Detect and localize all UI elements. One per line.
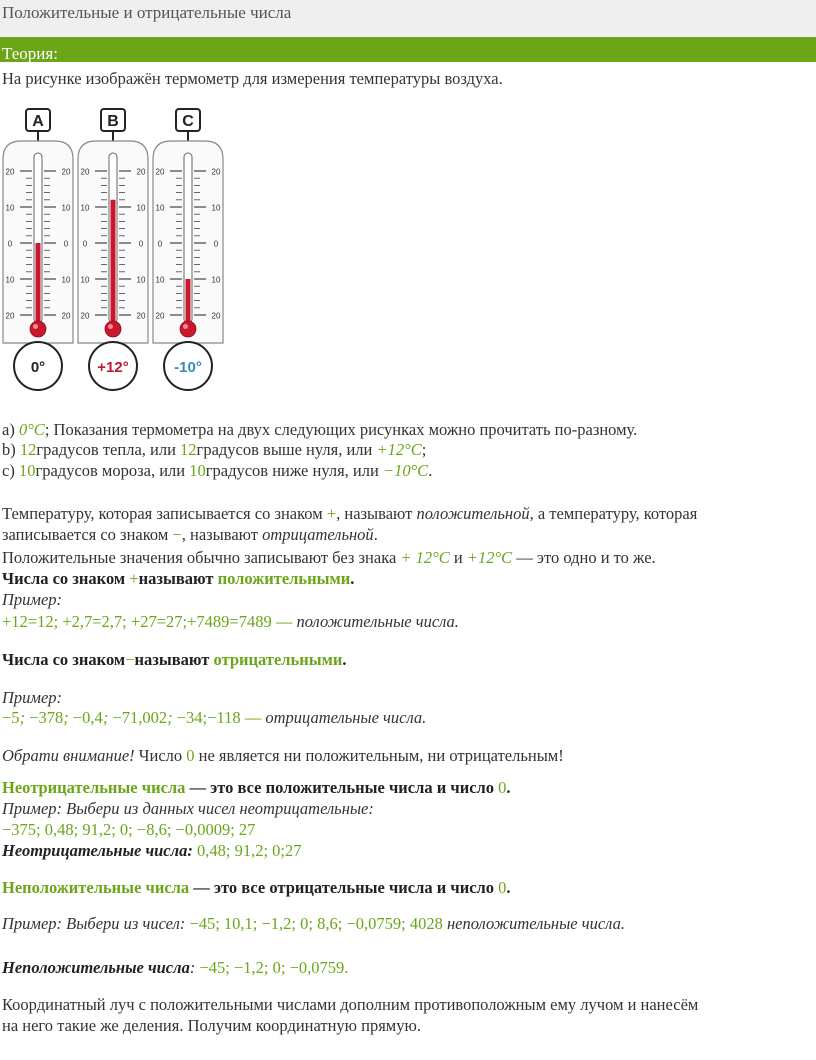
reading-value: -10°	[174, 359, 202, 376]
thermometer-letter: B	[107, 113, 119, 130]
scale-label-left: 10	[155, 203, 165, 213]
scale-label-left: 20	[80, 311, 90, 321]
reading-value: +12°	[97, 359, 129, 376]
mercury-column	[111, 200, 116, 329]
rule-nonnegative: Неотрицательные числа — это все положительные числа и число 0.	[2, 778, 511, 797]
reading-value: 0°	[30, 359, 46, 376]
scale-label-right: 0	[63, 239, 69, 249]
scale-label-right: 10	[136, 203, 146, 213]
scale-label-right: 10	[136, 275, 146, 285]
note-zero: Обрати внимание! Число 0 не является ни положительным, ни отрицательным!	[2, 746, 564, 765]
paragraph-negative-def: записывается со знаком −, называют отрицательной.	[2, 525, 378, 544]
scale-label-right: 20	[211, 167, 221, 177]
scale-label-right: 0	[138, 239, 144, 249]
scale-label-left: 10	[5, 203, 15, 213]
scale-label-left: 20	[155, 311, 165, 321]
thermometer-letter: A	[32, 113, 44, 130]
scale-label-right: 10	[61, 203, 71, 213]
scale-label-left: 20	[155, 167, 165, 177]
scale-label-left: 10	[80, 203, 90, 213]
scale-label-left: 0	[82, 239, 88, 249]
scale-label-right: 20	[136, 167, 146, 177]
rule-negative: Числа со знаком−называют отрицательными.	[2, 650, 347, 669]
scale-label-right: 10	[61, 275, 71, 285]
scale-label-left: 10	[80, 275, 90, 285]
theory-banner: Теория:	[0, 37, 816, 62]
paragraph-coordinate-line-1: Координатный луч с положительными числами дополним противоположным ему лучом и нанесём	[2, 995, 699, 1014]
scale-label-left: 0	[157, 239, 163, 249]
mercury-bulb	[105, 321, 121, 337]
bulb-highlight	[108, 324, 113, 329]
bulb-highlight	[33, 324, 38, 329]
mercury-column	[36, 243, 41, 329]
scale-label-right: 10	[211, 275, 221, 285]
answer-nonnegative: Неотрицательные числа: 0,48; 91,2; 0;27	[2, 841, 302, 860]
scale-label-left: 20	[5, 167, 15, 177]
line-a: a) 0°C; Показания термометра на двух следующих рисунках можно прочитать по-разному.	[2, 420, 638, 439]
rule-positive: Числа со знаком +называют положительными.	[2, 569, 355, 588]
example-label-2: Пример:	[2, 688, 63, 707]
scale-label-left: 20	[80, 167, 90, 177]
scale-label-right: 20	[136, 311, 146, 321]
paragraph-no-sign: Положительные значения обычно записывают без знака + 12°C и +12°C — это одно и то же.	[2, 548, 656, 567]
example-nonnegative-numbers: −375; 0,48; 91,2; 0; −8,6; −0,0009; 27	[2, 820, 256, 839]
paragraph-coordinate-line-2: на него такие же деления. Получим координатную прямую.	[2, 1016, 421, 1035]
page-title: Положительные и отрицательные числа	[0, 0, 816, 37]
scale-label-right: 20	[61, 311, 71, 321]
scale-label-left: 20	[5, 311, 15, 321]
intro-text: На рисунке изображён термометр для измерения температуры воздуха.	[2, 69, 503, 88]
example-nonpositive-task: Пример: Выбери из чисел: −45; 10,1; −1,2; 0; 8,6; −0,0759; 4028 неположительные числа.	[2, 914, 625, 933]
scale-label-right: 0	[213, 239, 219, 249]
scale-label-left: 10	[5, 275, 15, 285]
line-c: c) 10градусов мороза, или 10градусов ниже нуля, или −10°C.	[2, 461, 433, 480]
example-label-1: Пример:	[2, 590, 63, 609]
scale-label-left: 10	[155, 275, 165, 285]
example-positive-numbers: +12=12; +2,7=2,7; +27=27;+7489=7489 — положительные числа.	[2, 612, 459, 631]
line-b: b) 12градусов тепла, или 12градусов выше нуля, или +12°C;	[2, 440, 427, 459]
scale-label-right: 20	[211, 311, 221, 321]
mercury-bulb	[30, 321, 46, 337]
scale-label-right: 10	[211, 203, 221, 213]
example-negative-numbers: −5; −378; −0,4; −71,002; −34;−118 — отрицательные числа.	[2, 708, 427, 727]
scale-label-right: 20	[61, 167, 71, 177]
thermometer-letter: C	[182, 113, 194, 130]
bulb-highlight	[183, 324, 188, 329]
mercury-bulb	[180, 321, 196, 337]
answer-nonpositive: Неположительные числа: −45; −1,2; 0; −0,0759.	[2, 958, 349, 977]
example-nonnegative-task: Пример: Выбери из данных чисел неотрицательные:	[2, 799, 374, 818]
thermometers-illustration	[5, 107, 238, 402]
scale-label-left: 0	[7, 239, 13, 249]
rule-nonpositive: Неположительные числа — это все отрицательные числа и число 0.	[2, 878, 511, 897]
paragraph-positive-def: Температуру, которая записывается со знаком +, называют положительной, а температуру, которая	[2, 504, 698, 523]
